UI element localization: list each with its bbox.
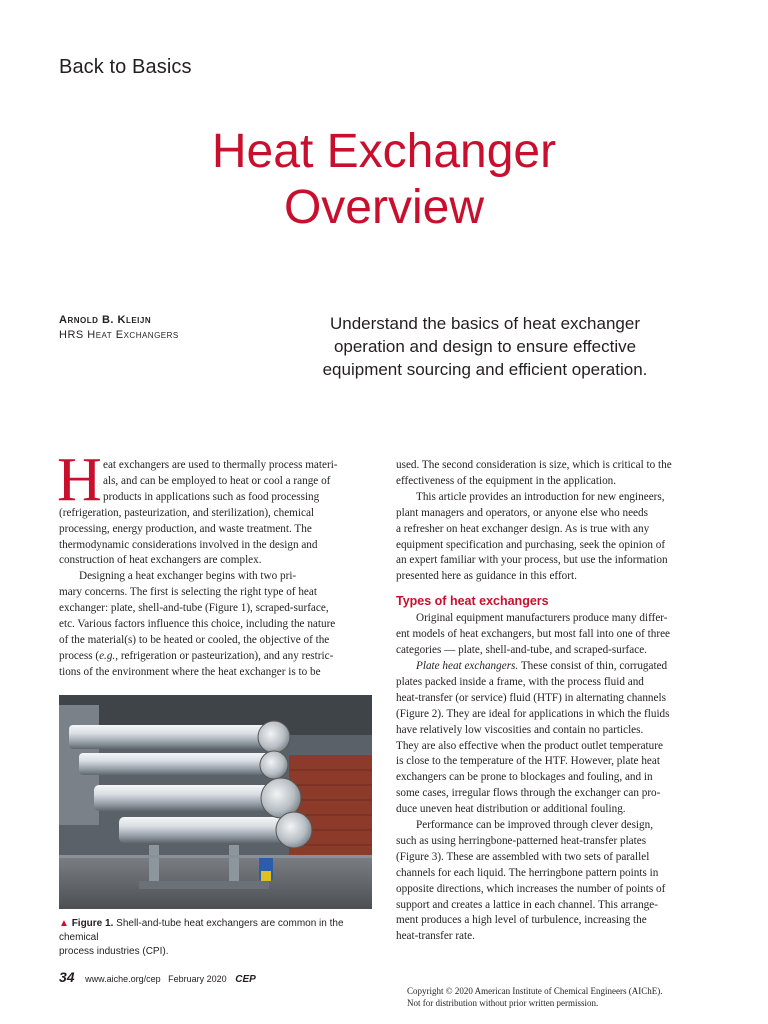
footer-date: February 2020 — [168, 974, 227, 984]
body-text: refrigeration or pasteurization), and any restric- — [120, 649, 334, 662]
figure-label: Figure 1. — [71, 918, 114, 929]
section-heading-types: Types of heat exchangers — [396, 594, 549, 609]
body-line: processing, energy production, and waste treatment. The — [59, 522, 312, 535]
footer-url: www.aiche.org/cep — [85, 974, 161, 984]
body-line: channels for each liquid. The herringbone pattern points in — [396, 866, 659, 879]
body-line: exchanger: plate, shell-and-tube (Figure 1), scraped-surface, — [59, 602, 329, 615]
copyright-notice — [407, 985, 663, 1009]
body-line: an expert familiar with your process, but use the information — [396, 554, 668, 567]
body-line: This article provides an introduction for new engineers, — [416, 490, 665, 503]
body-line — [396, 659, 716, 675]
article-title-line2: Overview — [283, 181, 485, 234]
body-line: ment produces a high level of turbulence, increasing the — [396, 914, 647, 927]
drop-cap: H — [57, 446, 102, 514]
body-line: used. The second consideration is size, which is critical to the — [396, 459, 672, 471]
left-column — [59, 458, 374, 681]
triangle-icon: ▲ — [59, 918, 69, 929]
body-line: duce uneven heat distribution or additional fouling. — [396, 803, 626, 816]
body-line: als, and can be employed to heat or cool a range of — [103, 474, 331, 487]
body-line: plant managers and operators, or anyone else who needs — [396, 506, 648, 519]
body-line: exchangers can be prone to blockages and fouling, and in — [396, 771, 653, 784]
deck-line: equipment sourcing and efficient operation. — [322, 360, 648, 379]
deck-line: operation and design to ensure effective — [333, 337, 637, 356]
plate-heading: Plate heat exchangers. — [416, 659, 519, 672]
publication-logo: CEP — [235, 974, 256, 985]
body-line: some cases, irregular flows through the exchanger can pro- — [396, 787, 661, 800]
body-line: Designing a heat exchanger begins with two pri- — [79, 570, 297, 583]
body-line: heat-transfer (or service) fluid (HTF) in alternating channels — [396, 691, 666, 704]
body-line: They are also effective when the product outlet temperature — [396, 739, 663, 752]
body-line: is close to the temperature of the HTF. However, plate heat — [396, 755, 660, 768]
right-column — [396, 458, 716, 945]
body-line: opposite directions, which increases the number of points of — [396, 882, 666, 895]
caption-text: Shell-and-tube heat exchangers are common in the chemical — [59, 918, 344, 943]
body-line: such as using herringbone-patterned heat-transfer plates — [396, 834, 647, 847]
body-text: process ( — [59, 649, 100, 662]
copyright-line: Not for distribution without prior written permission. — [407, 998, 599, 1008]
body-line: equipment specification and purchasing, seek the opinion of — [396, 538, 666, 551]
section-label: Back to Basics — [59, 56, 192, 78]
author-affiliation: HRS Heat Exchangers — [59, 329, 179, 341]
copyright-line: Copyright © 2020 American Institute of Chemical Engineers (AIChE). — [407, 986, 663, 996]
body-line: a refresher on heat exchanger design. As is true with any — [396, 522, 650, 535]
body-line: heat-transfer rate. — [396, 930, 475, 943]
body-text: These consist of thin, corrugated — [520, 659, 668, 672]
body-line: have relatively low viscosities and contain no particles. — [396, 723, 644, 736]
body-line: construction of heat exchangers are complex. — [59, 554, 262, 567]
article-deck — [290, 312, 680, 381]
body-line: (refrigeration, pasteurization, and sterilization), chemical — [59, 506, 315, 519]
body-line: etc. Various factors influence this choice, including the nature — [59, 618, 336, 631]
body-line: (Figure 3). These are assembled with two sets of parallel — [396, 850, 650, 863]
body-line: tions of the environment where the heat exchanger is to be — [59, 665, 321, 678]
body-line: Original equipment manufacturers produce many differ- — [416, 612, 668, 625]
page-footer — [59, 969, 256, 985]
body-line: products in applications such as food processing — [103, 490, 320, 503]
figure-1-caption — [59, 917, 374, 959]
body-line: ent models of heat exchangers, but most fall into one of three — [396, 628, 671, 641]
body-line: Performance can be improved through clever design, — [416, 819, 654, 832]
body-line — [59, 649, 374, 665]
body-line: effectiveness of the equipment in the application. — [396, 474, 617, 487]
author-name: Arnold B. Kleijn — [59, 314, 152, 326]
body-line: eat exchangers are used to thermally process materi- — [103, 459, 338, 471]
body-line: of the material(s) to be heated or cooled, the objective of the — [59, 633, 330, 646]
body-line: plates packed inside a frame, with the process fluid and — [396, 675, 644, 688]
caption-text: process industries (CPI). — [59, 946, 169, 957]
body-line: presented here as guidance in this effort. — [396, 570, 577, 583]
body-line: (Figure 2). They are ideal for applications in which the fluids — [396, 707, 670, 720]
body-line: categories — plate, shell-and-tube, and scraped-surface. — [396, 644, 647, 657]
page-number: 34 — [59, 969, 75, 985]
eg-italic: e.g., — [99, 649, 119, 662]
body-line: mary concerns. The first is selecting the right type of heat — [59, 586, 317, 599]
body-line: thermodynamic considerations involved in the design and — [59, 538, 318, 551]
figure-1-photo — [59, 695, 372, 909]
article-title-line1: Heat Exchanger — [211, 125, 557, 178]
deck-line: Understand the basics of heat exchanger — [330, 314, 640, 333]
heat-exchanger-photo — [59, 695, 372, 909]
body-line: support and creates a lattice in each channel. This arrange- — [396, 898, 658, 911]
